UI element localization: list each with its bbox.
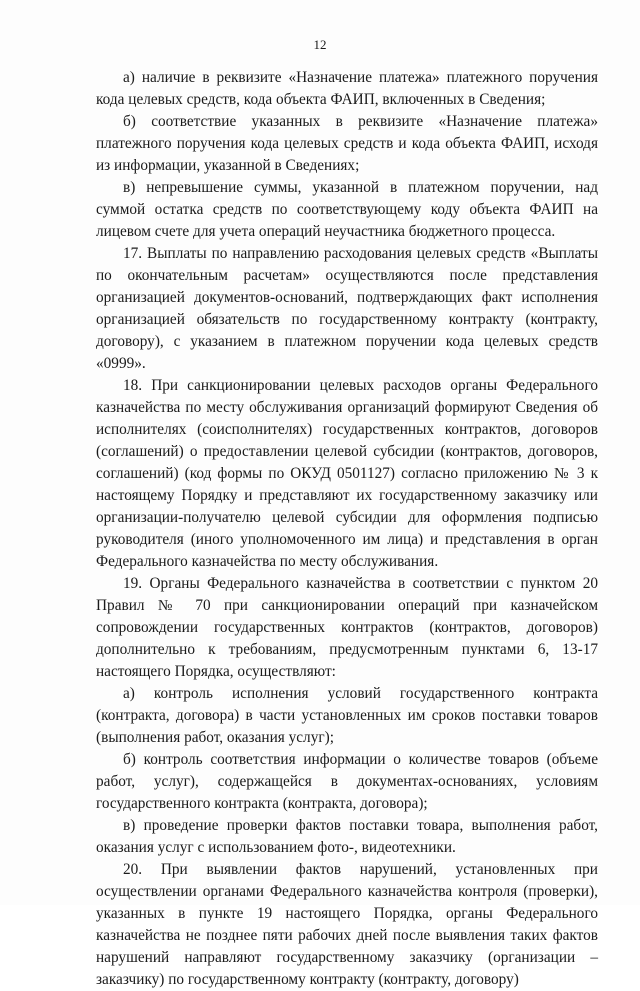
paragraph-17: 17. Выплаты по направлению расходования целевых средств «Выплаты по окончательным расчетам» осуществляются после представления организацией документов-оснований, подтверждающих факт исполнения организацией обязательств по государственному контракту (контракту, договору), с указанием в платежном поручении кода целевых средств «0999». (96, 245, 598, 372)
paragraph-19: 19. Органы Федерального казначейства в соответствии с пунктом 20 Правил № 70 при санкционировании операций при казначейском сопровождении государственных контрактов (контрактов, договоров) дополнительно к требованиям, предусмотренным пунктами 6, 13-17 настоящего Порядка, осуществляют: (96, 575, 598, 680)
paragraph-20: 20. При выявлении фактов нарушений, установленных при осуществлении органами Федерального казначейства контроля (проверки), указанных в пункте 19 настоящего Порядка, органы Федерального казначейства не позднее пяти рабочих дней после выявления таких фактов нарушений направляют государственному заказчику (организации – заказчику) по государственному контракту (контракту, договору) (96, 861, 598, 988)
paragraph-18: 18. При санкционировании целевых расходов органы Федерального казначейства по месту обслуживания организаций формируют Сведения об исполнителях (соисполнителях) государственных контрактов, договоров (соглашений) о предоставлении целевой субсидии (контрактов, договоров, соглашений) (код формы по ОКУД 0501127) согласно приложению № 3 к настоящему Порядку и представляют их государственному заказчику или организации-получателю целевой субсидии для оформления подписью руководителя (иного уполномоченного им лица) и представления в орган Федерального казначейства по месту обслуживания. (96, 377, 598, 570)
paragraph-1v: в) непревышение суммы, указанной в платежном поручении, над суммой остатка средств по соответствующему коду объекта ФАИП на лицевом счете для учета операций неучастника бюджетного процесса. (96, 179, 598, 240)
document-body (96, 67, 598, 991)
paragraph-19v: в) проведение проверки фактов поставки товара, выполнения работ, оказания услуг с использованием фото-, видеотехники. (96, 817, 598, 856)
paragraph-1b: б) соответствие указанных в реквизите «Назначение платежа» платежного поручения кода целевых средств и кода объекта ФАИП, исходя из информации, указанной в Сведениях; (96, 113, 598, 174)
paragraph-19a: а) контроль исполнения условий государственного контракта (контракта, договора) в части установленных им сроков поставки товаров (выполнения работ, оказания услуг); (96, 685, 598, 746)
paragraph-19b: б) контроль соответствия информации о количестве товаров (объеме работ, услуг), содержащейся в документах-основаниях, условиям государственного контракта (контракта, договора); (96, 751, 598, 812)
page-number: 12 (313, 37, 327, 52)
paragraph-1a: а) наличие в реквизите «Назначение платежа» платежного поручения кода целевых средств, кода объекта ФАИП, включенных в Сведения; (96, 69, 598, 108)
